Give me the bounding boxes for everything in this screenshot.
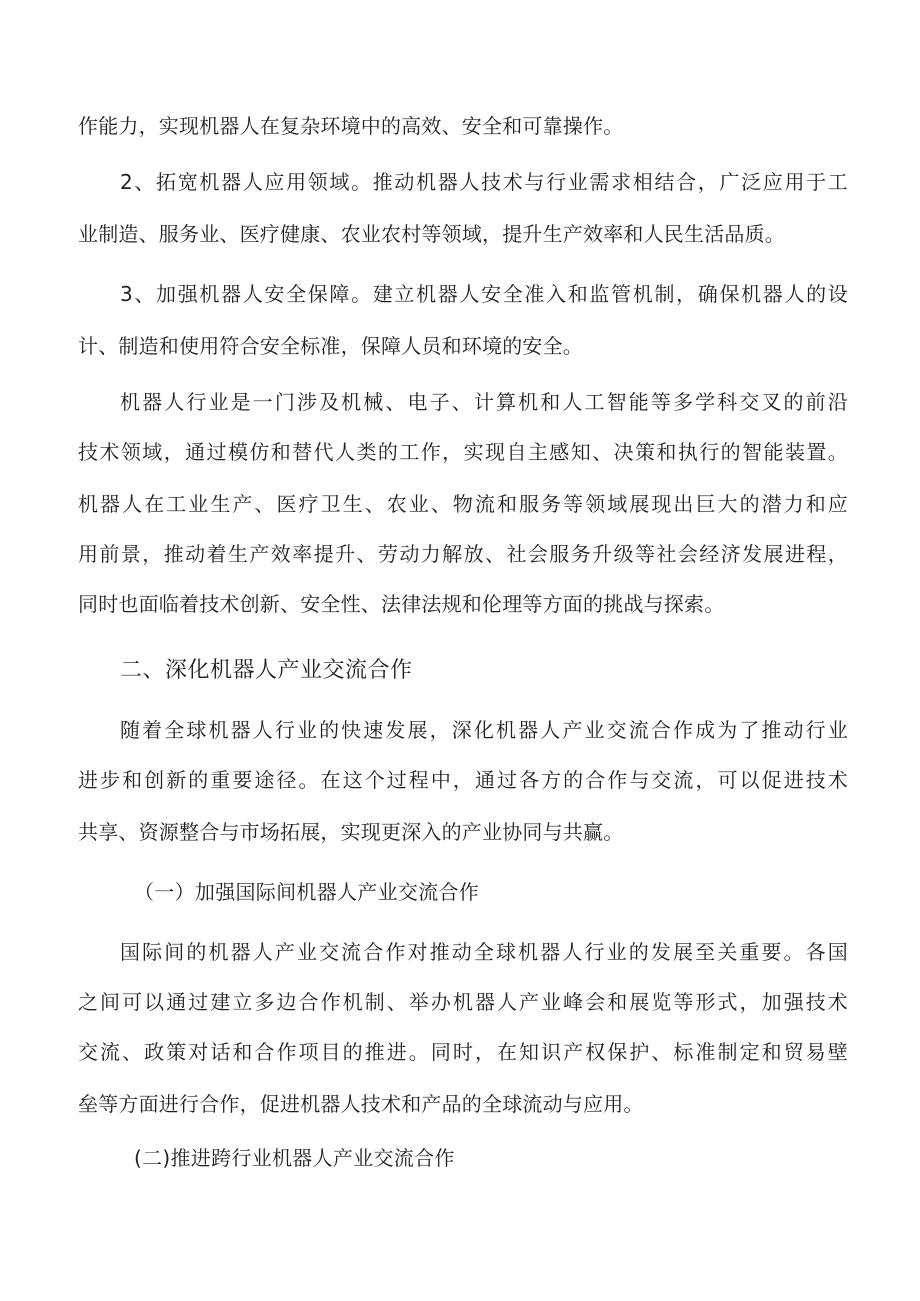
intro-line: 用前景，推动着生产效率提升、劳动力解放、社会服务升级等社会经济发展进程，	[78, 542, 848, 566]
intro-line: 机器人在工业生产、医疗卫生、农业、物流和服务等领域展现出巨大的潜力和应	[78, 492, 848, 516]
item-2-line: 2、拓宽机器人应用领域。推动机器人技术与行业需求相结合，广泛应用于工	[120, 170, 848, 194]
subsection-1-line: 国际间的机器人产业交流合作对推动全球机器人行业的发展至关重要。各国	[120, 940, 848, 964]
item-3-line: 3、加强机器人安全保障。建立机器人安全准入和监管机制，确保机器人的设	[120, 282, 848, 306]
section-2-line: 共享、资源整合与市场拓展，实现更深入的产业协同与共赢。	[78, 820, 624, 844]
item-2-line: 业制造、服务业、医疗健康、农业农村等领域，提升生产效率和人民生活品质。	[78, 222, 785, 246]
paragraph-continuation-line: 作能力，实现机器人在复杂环境中的高效、安全和可靠操作。	[78, 114, 624, 138]
intro-line: 同时也面临着技术创新、安全性、法律法规和伦理等方面的挑战与探索。	[78, 592, 725, 616]
intro-line: 机器人行业是一门涉及机械、电子、计算机和人工智能等多学科交叉的前沿	[120, 390, 848, 414]
subsection-1-line: 交流、政策对话和合作项目的推进。同时，在知识产权保护、标准制定和贸易壁	[78, 1040, 848, 1064]
subsection-heading: （一）加强国际间机器人产业交流合作	[134, 880, 480, 904]
section-heading: 二、深化机器人产业交流合作	[120, 658, 413, 683]
subsection-heading: (二)推进跨行业机器人产业交流合作	[134, 1146, 455, 1170]
intro-line: 技术领域，通过模仿和替代人类的工作，实现自主感知、决策和执行的智能装置。	[78, 440, 848, 464]
section-2-line: 随着全球机器人行业的快速发展，深化机器人产业交流合作成为了推动行业	[120, 718, 848, 742]
section-2-line: 进步和创新的重要途径。在这个过程中，通过各方的合作与交流，可以促进技术	[78, 768, 848, 792]
item-3-line: 计、制造和使用符合安全标准，保障人员和环境的安全。	[78, 334, 583, 358]
subsection-1-line: 垒等方面进行合作，促进机器人技术和产品的全球流动与应用。	[78, 1092, 644, 1116]
subsection-1-line: 之间可以通过建立多边合作机制、举办机器人产业峰会和展览等形式，加强技术	[78, 990, 848, 1014]
